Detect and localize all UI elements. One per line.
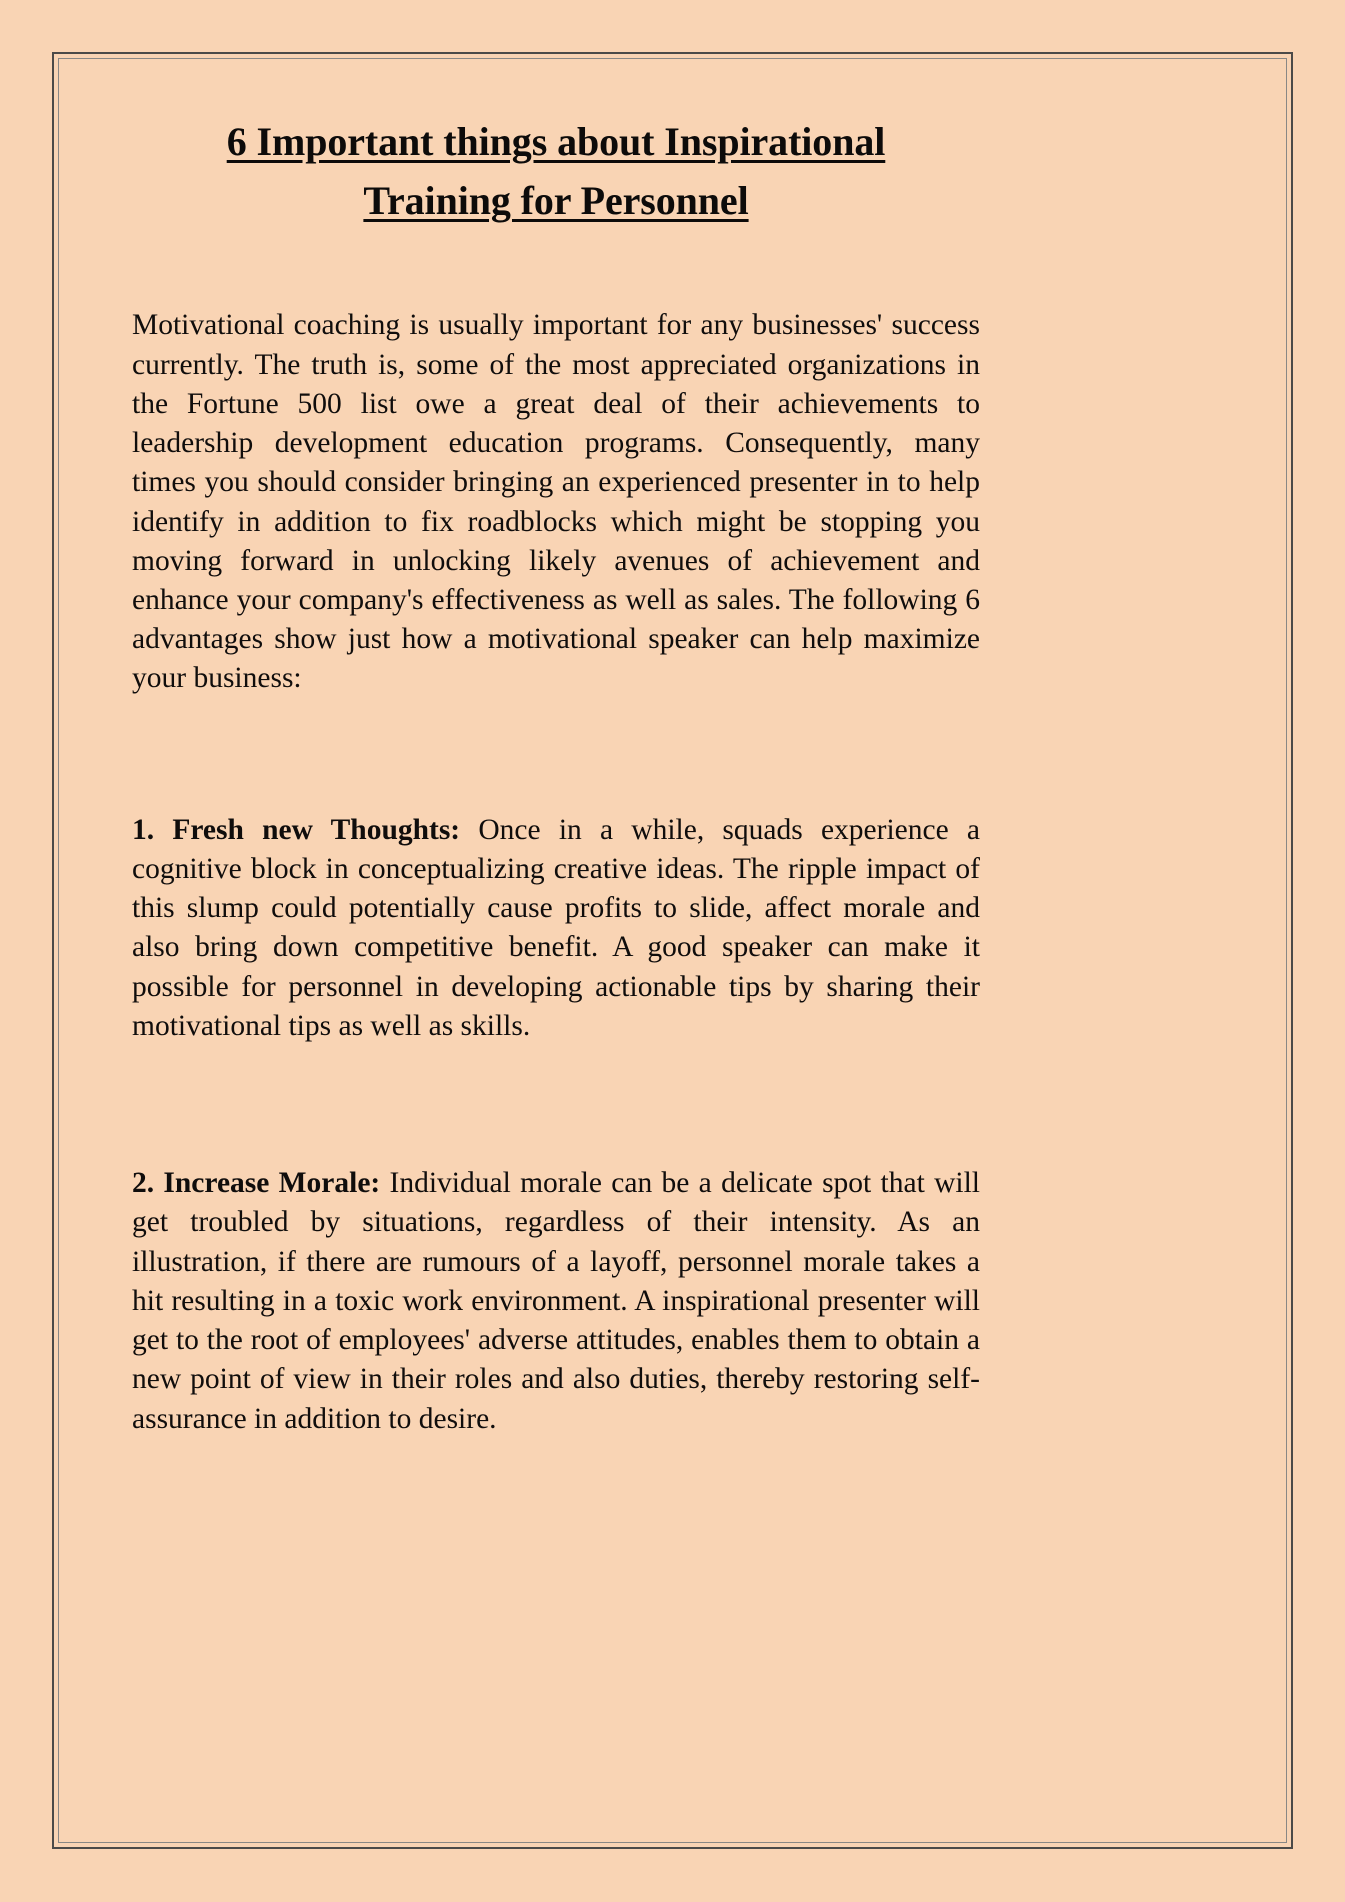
page-title [132, 112, 980, 230]
page-title-line-2 [132, 171, 980, 230]
paragraph-intro [132, 306, 980, 698]
paragraph-item-1 [132, 811, 980, 1046]
paragraph-intro-text: Motivational coaching is usually important for any businesses' success currently. The truth is, some of the most appreciated organizations in the Fortune 500 list owe a great deal of their achievements to leadership development education programs. Consequently, many times you should consider bringing an experienced presenter in to help identify in addition to fix roadblocks which might be stopping you moving forward in unlocking likely avenues of achievement and enhance your company's effectiveness as well as sales. The following 6 advantages show just how a motivational speaker can help maximize your business: [132, 309, 980, 695]
page-title-line-2-text: Training for Personnel [363, 178, 749, 224]
item-1-text: Once in a while, squads experience a cognitive block in conceptualizing creative ideas. The ripple impact of this slump could potentially cause profits to slide, affect morale and also bring down competitive benefit. A good speaker can make it possible for personnel in developing actionable tips by sharing their motivational tips as well as skills. [132, 813, 980, 1042]
page-title-line-1 [132, 112, 980, 171]
page-title-line-1-text: 6 Important things about Inspirational [226, 119, 886, 164]
item-2-heading: 2. Increase Morale: [132, 1167, 381, 1200]
document-content [132, 112, 980, 1439]
item-2-text: Individual morale can be a delicate spot that will get troubled by situations, regardless of their intensity. As an illustration, if there are rumours of a layoff, personnel morale takes a hit resulting in a toxic work environment. A inspirational presenter will get to the root of employees' adverse attitudes, enables them to obtain a new point of view in their roles and also duties, thereby restoring self-assurance in addition to desire. [132, 1167, 980, 1435]
paragraph-item-2 [132, 1164, 980, 1439]
item-1-heading: 1. Fresh new Thoughts: [132, 813, 461, 846]
